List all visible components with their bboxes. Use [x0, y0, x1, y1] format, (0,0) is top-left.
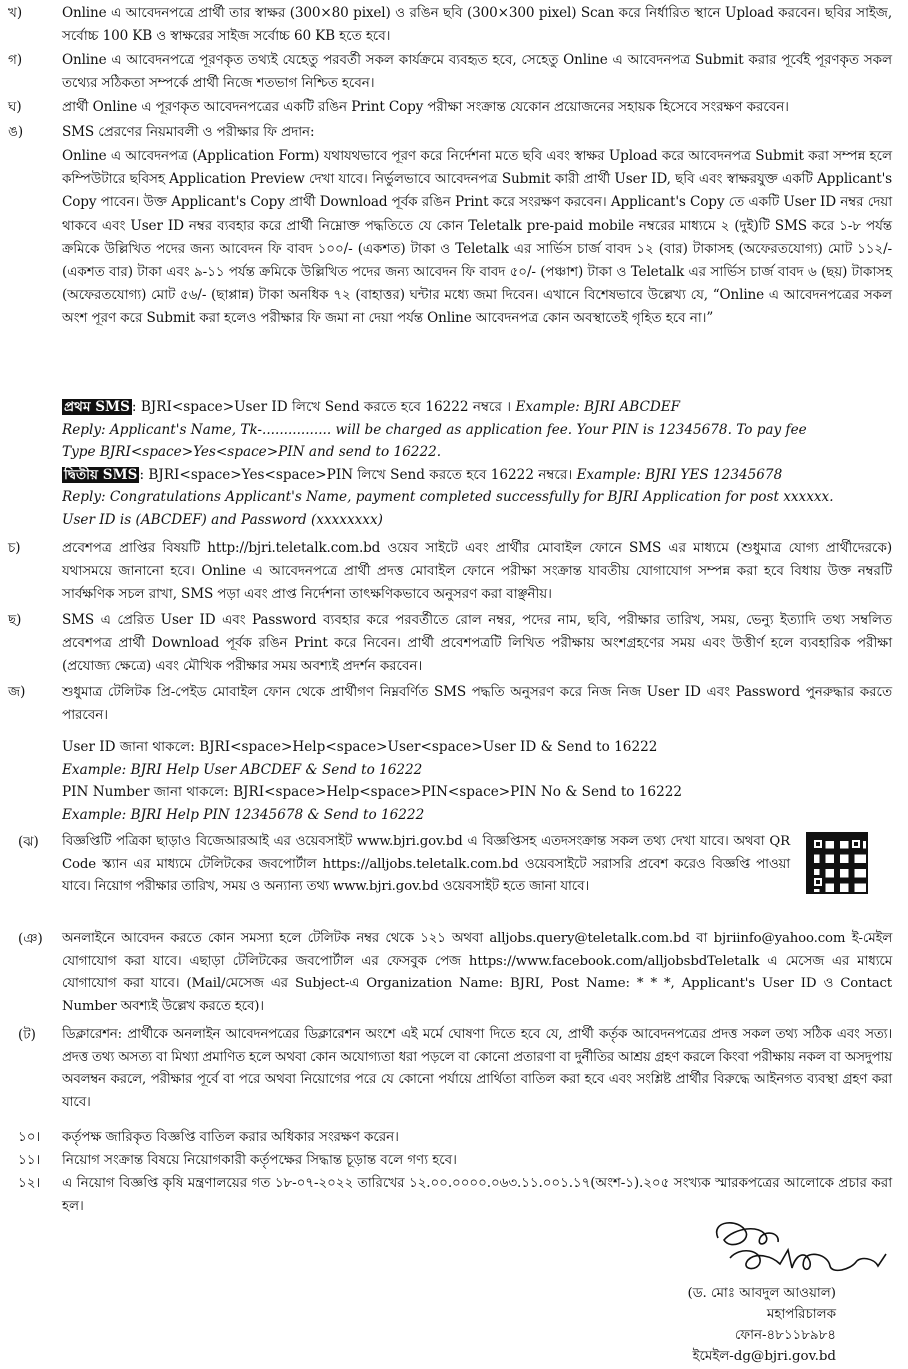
qr-code [806, 832, 868, 894]
signatory-title: মহাপরিচালক [766, 1307, 836, 1322]
item-marker: খ) [8, 5, 23, 21]
item-text: প্রবেশপত্র প্রাপ্তির বিষয়টি http://bjri.teletalk.com.bd ওয়েব সাইটে এবং প্রার্থীর মোবাইল ফোনে SMS এর মাধ্যমে (শুধুমাত্র যোগ্য প্রার্থীদেরকে) যথাসময়ে জানানো হবে। Online এ আবেদনপত্রে প্রার্থী প্রদত্ত মোবাইল ফোনে পরীক্ষা সংক্রান্ত যাবতীয় যোগাযোগ সম্পন্ন করা হবে বিধায় উক্ত নম্বরটি সার্বক্ষণিক সচল রাখা, SMS পড়া এবং প্রাপ্ত নির্দেশনা তাৎক্ষণিকভাবে অনুসরণ করা বাঞ্ছনীয়। [62, 540, 892, 603]
item-text: নিয়োগ সংক্রান্ত বিষয়ে নিয়োগকারী কর্তৃপক্ষের সিদ্ধান্ত চূড়ান্ত বলে গণ্য হবে। [62, 1152, 457, 1168]
recovery-instructions [62, 736, 892, 826]
item-marker: ছ) [8, 612, 22, 628]
second-sms-line [62, 464, 892, 487]
item-marker: ১১। [18, 1152, 41, 1168]
item-marker: চ) [8, 540, 21, 556]
item-text: কর্তৃপক্ষ জারিকৃত বিজ্ঞপ্তি বাতিল করার অধিকার সংরক্ষণ করেন। [62, 1129, 399, 1145]
sms-instructions [62, 396, 892, 531]
recovery-pin-example: Example: BJRI Help PIN 12345678 & Send to 16222 [62, 806, 425, 823]
item-text: ডিক্লারেশন: প্রার্থীকে অনলাইন আবেদনপত্রের ডিক্লারেশন অংশে এই মর্মে ঘোষণা দিতে হবে যে, প্রার্থী কর্তৃক আবেদনপত্রের প্রদত্ত সকল তথ্য সঠিক এবং সত্য। প্রদত্ত তথ্য অসত্য বা মিথ্যা প্রমাণিত হলে অথবা কোন অযোগ্যতা ধরা পড়লে বা কোনো প্রতারণা বা দুর্নীতির আশ্রয় গ্রহণ করলে কিংবা পরীক্ষায় নকল বা অসদুপায় অবলম্বন করলে, পরীক্ষার পূর্বে বা পরে অথবা নিয়োগের পরে যে কোনো পর্যায়ে প্রার্থিতা বাতিল করা হবে এবং সংশ্লিষ্ট প্রার্থীর বিরুদ্ধে আইনগত ব্যবস্থা গ্রহণ করা যাবে। [62, 1027, 892, 1110]
item-marker: (ঝ) [18, 834, 39, 850]
recovery-userid-example: Example: BJRI Help User ABCDEF & Send to 16222 [62, 761, 423, 778]
first-sms-tag: প্রথম SMS [64, 399, 130, 415]
item-text: Online এ আবেদনপত্রে পূরণকৃত তথ্যই যেহেতু পরবর্তী সকল কার্যক্রমে ব্যবহৃত হবে, সেহেতু Online এ আবেদনপত্র Submit করার পূর্বেই পূরণকৃত সকল তথ্যের সঠিকতা সম্পর্কে প্রার্থী নিজে শতভাগ নিশ্চিত হবেন। [62, 52, 892, 92]
item-marker: ঘ) [8, 99, 22, 115]
first-sms-line [62, 396, 892, 419]
item-text: Online এ আবেদনপত্রে প্রার্থী তার স্বাক্ষর (300×80 pixel) ও রঙিন ছবি (300×300 pixel) Scan করে নির্ধারিত স্থানে Upload করবেন। ছবির সাইজ, সর্বোচ্চ 100 KB ও স্বাক্ষরের সাইজ সর্বোচ্চ 60 KB হতে হবে। [62, 5, 892, 45]
item-heading: SMS প্রেরণের নিয়মাবলী ও পরীক্ষার ফি প্রদান: [62, 124, 315, 140]
item-marker: জ) [8, 684, 26, 700]
item-marker: ১২। [18, 1175, 41, 1191]
item-text: Online এ আবেদনপত্র (Application Form) যথাযথভাবে পূরণ করে নির্দেশনা মতে ছবি এবং স্বাক্ষর Upload করে আবেদনপত্র Submit করা সম্পন্ন হলে কম্পিউটারে ছবিসহ Application Preview দেখা যাবে। নির্ভুলভাবে আবেদনপত্র Submit কারী প্রার্থী User ID, ছবি এবং স্বাক্ষরযুক্ত একটি Applicant's Copy পাবেন। উক্ত Applicant's Copy প্রার্থী Download পূর্বক রঙিন Print করে সংরক্ষণ করবেন। Applicant's Copy তে একটি User ID নম্বর দেয়া থাকবে এবং User ID নম্বর ব্যবহার করে প্রার্থী নিম্নোক্ত পদ্ধতিতে যে কোন Teletalk pre-paid mobile নম্বরের মাধ্যমে ২ (দুই)টি SMS করে ১-৮ পর্যন্ত ক্রমিকে উল্লিখিত পদের জন্য আবেদন ফি বাবদ ১০০/- (একশত) টাকা ও Teletalk এর সার্ভিস চার্জ বাবদ ১২ (বার) টাকাসহ (অফেরতযোগ্য) মোট ১১২/- (একশত বার) টাকা এবং ৯-১১ পর্যন্ত ক্রমিকে উল্লিখিত পদের জন্য আবেদন ফি বাবদ ৫০/- (পঞ্চাশ) টাকা ও Teletalk এর সার্ভিস চার্জ বাবদ ৬ (ছয়) টাকাসহ (অফেরতযোগ্য) মোট ৫৬/- (ছাপ্পান্ন) টাকা অনধিক ৭২ (বাহাত্তর) ঘন্টার মধ্যে জমা দিবেন। এখানে বিশেষভাবে উল্লেখ্য যে, “Online এ আবেদনপত্রের সকল অংশ পূরণ করে Submit করা হলেও পরীক্ষার ফি জমা না দেয়া পর্যন্ত Online আবেদনপত্র কোন অবস্থাতেই গৃহিত হবে না।” [62, 148, 892, 327]
second-sms-reply-2: User ID is (ABCDEF) and Password (xxxxxxxx) [62, 511, 383, 528]
item-text: SMS এ প্রেরিত User ID এবং Password ব্যবহার করে পরবর্তীতে রোল নম্বর, পদের নাম, ছবি, পরীক্ষার তারিখ, সময়, ভেন্যু ইত্যাদি তথ্য সম্বলিত প্রবেশপত্র প্রার্থী Download পূর্বক রঙিন Print করে নিবেন। প্রার্থী প্রবেশপত্রটি লিখিত পরীক্ষায় অংশগ্রহণের সময় এবং উত্তীর্ণ হলে ব্যবহারিক পরীক্ষা (প্রযোজ্য ক্ষেত্রে) এবং মৌখিক পরীক্ষার সময় অবশ্যই প্রদর্শন করবেন। [62, 612, 892, 675]
item-marker: (ট) [18, 1027, 36, 1043]
item-text: বিজ্ঞপ্তিটি পত্রিকা ছাড়াও বিজেআরআই এর ওয়েবসাইট www.bjri.gov.bd এ বিজ্ঞপ্তিসহ এতদসংক্রান্ত সকল তথ্য দেখা যাবে। অথবা QR Code স্ক্যান এর মাধ্যমে টেলিটকের জবপোর্টাল https://alljobs.teletalk.com.bd ওয়েবসাইটে সরাসরি প্রবেশ করেও বিজ্ঞপ্তি পাওয়া যাবে। নিয়োগ পরীক্ষার তারিখ, সময় ও অন্যান্য তথ্য www.bjri.gov.bd ওয়েবসাইট হতে জানা যাবে। [62, 834, 790, 895]
first-sms-reply-2: Type BJRI<space>Yes<space>PIN and send to 16222. [62, 444, 442, 460]
recovery-pin: PIN Number জানা থাকলে: BJRI<space>Help<space>PIN<space>PIN No & Send to 16222 [62, 784, 683, 800]
second-sms-tag: দ্বিতীয় SMS [64, 466, 138, 483]
item-marker: ১০। [18, 1129, 41, 1145]
signatory-email: ইমেইল-dg@bjri.gov.bd [692, 1349, 836, 1364]
second-sms-reply: Reply: Congratulations Applicant's Name, payment completed successfully for BJRI Application for post xxxxxx. [62, 489, 834, 505]
first-sms-text: : BJRI<space>User ID লিখে Send করতে হবে 16222 নম্বরে । [131, 399, 516, 415]
item-text: প্রার্থী Online এ পূরণকৃত আবেদনপত্রের একটি রঙিন Print Copy পরীক্ষা সংক্রান্ত যেকোন প্রয়োজনের সহায়ক হিসেবে সংরক্ষণ করবেন। [62, 99, 789, 115]
item-text: এ নিয়োগ বিজ্ঞপ্তি কৃষি মন্ত্রণালয়ের গত ১৮-০৭-২০২২ তারিখের ১২.০০.০০০০.০৬৩.১১.০০১.১৭(অংশ-১).২০৫ সংখ্যক স্মারকপত্রের আলোকে প্রচার করা হল। [62, 1175, 892, 1215]
signatory-name: (ড. মোঃ আবদুল আওয়াল) [687, 1286, 836, 1301]
first-sms-reply: Reply: Applicant's Name, Tk-................ will be charged as application fee. Your PIN is 12345678. To pay fee [62, 421, 807, 438]
item-marker: গ) [8, 52, 23, 68]
item-marker: ঙ) [8, 124, 24, 140]
signatory-phone: ফোন-৪৮১১৮৯৮৪ [734, 1328, 836, 1343]
handwritten-signature [700, 1210, 900, 1292]
first-sms-example: Example: BJRI ABCDEF [515, 399, 681, 415]
second-sms-text: : BJRI<space>Yes<space>PIN লিখে Send করতে হবে 16222 নম্বরে। [139, 466, 577, 483]
item-marker: (ঞ) [18, 931, 43, 947]
item-text: অনলাইনে আবেদন করতে কোন সমস্যা হলে টেলিটক নম্বর থেকে ১২১ অথবা alljobs.query@teletalk.com.bd বা bjriinfo@yahoo.com ই-মেইল যোগাযোগ করা যাবে। এছাড়া টেলিটকের জবপোর্টাল এর ফেসবুক পেজ https://www.facebook.com/alljobsbdTeletalk এ মেসেজ এর মাধ্যমে যোগাযোগ করা যাবে। (Mail/মেসেজ এর Subject-এ Organization Name: BJRI, Post Name: * * *, Applicant's User ID ও Contact Number অবশ্যই উল্লেখ করতে হবে)। [62, 931, 892, 1014]
signature-block [616, 1283, 836, 1367]
second-sms-example: Example: BJRI YES 12345678 [576, 466, 783, 483]
item-text: শুধুমাত্র টেলিটক প্রি-পেইড মোবাইল ফোন থেকে প্রার্থীগণ নিম্নবর্ণিত SMS পদ্ধতি অনুসরণ করে নিজ নিজ User ID এবং Password পুনরুদ্ধার করতে পারবেন। [62, 684, 892, 724]
recovery-userid: User ID জানা থাকলে: BJRI<space>Help<space>User<space>User ID & Send to 16222 [62, 739, 658, 755]
